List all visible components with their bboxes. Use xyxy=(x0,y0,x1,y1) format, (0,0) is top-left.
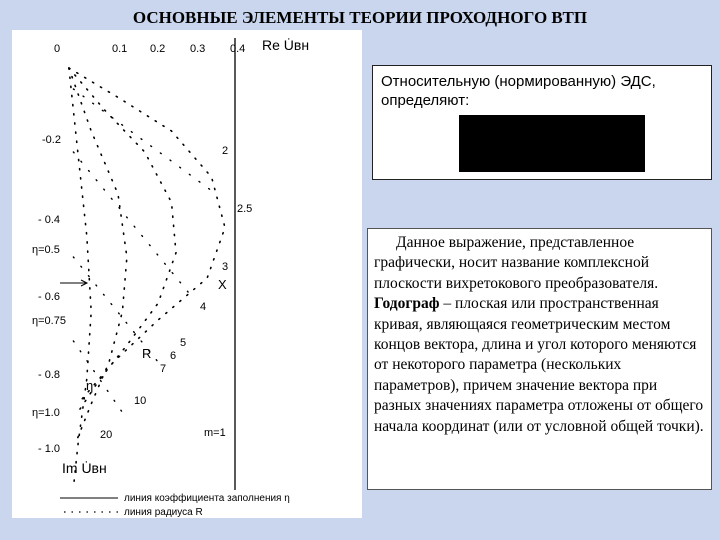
description-part1: Данное выражение, представленное графически, носит название комплексной плоскости вихретокового преобразователя. xyxy=(374,234,659,292)
formula-box xyxy=(372,65,712,180)
y-tick-label: - 0.6 xyxy=(38,291,61,303)
formula-image xyxy=(459,115,645,172)
curve-annotation: 3 xyxy=(222,261,229,273)
curve-annotation: η xyxy=(86,378,94,393)
curve-annotation: 5 xyxy=(180,337,187,349)
x-axis-title: Re U̇вн xyxy=(262,37,310,53)
description-box xyxy=(367,228,712,490)
eta-label: η=1.0 xyxy=(32,407,60,419)
radius-line-3 xyxy=(73,341,122,412)
hodograph-labels xyxy=(32,37,309,518)
hodograph-chart xyxy=(12,30,362,518)
legend-solid-label: линия коэффициента заполнения η xyxy=(124,493,290,504)
description-term: Годограф xyxy=(374,295,440,313)
curve-annotation: m=1 xyxy=(204,427,226,439)
curve-annotation: 6 xyxy=(170,350,177,362)
y-tick-label: - 0.4 xyxy=(38,214,61,226)
hodograph-svg xyxy=(12,30,362,518)
x-tick-label: 0.4 xyxy=(230,43,246,55)
x-tick-label: 0.2 xyxy=(150,43,166,55)
y-tick-label: - 1.0 xyxy=(38,443,61,455)
y-tick-label: -0.2 xyxy=(42,134,61,146)
x-tick-label: 0.3 xyxy=(190,43,206,55)
description-part2: – плоская или пространственная кривая, являющаяся геометрическим местом концов вектора, длина и угол которого меняются от некоторого параметра (нескольких параметров), причем значение вектора при разных значениях параметра отложены от общего начала координат (или от условной общей точки). xyxy=(374,295,704,435)
radius-line-1 xyxy=(73,152,193,299)
curve-annotation: 10 xyxy=(134,395,147,407)
legend-dotted-label: линия радиуса R xyxy=(124,507,203,518)
x-tick-label: 0.1 xyxy=(112,43,128,55)
y-axis-title: Im U̇вн xyxy=(62,460,107,476)
eta-label: η=0.5 xyxy=(32,244,60,256)
description-text xyxy=(374,233,705,437)
curve-annotation: 4 xyxy=(200,301,207,313)
slide-title: ОСНОВНЫЕ ЭЛЕМЕНТЫ ТЕОРИИ ПРОХОДНОГО ВТП xyxy=(132,8,588,27)
radius-line-0 xyxy=(73,89,216,194)
curve-annotation: 2.5 xyxy=(237,203,253,215)
y-tick-label: - 0.8 xyxy=(38,369,61,381)
curve-annotation: 20 xyxy=(100,429,113,441)
formula-caption: Относительную (нормированную) ЭДС, определяют: xyxy=(381,73,656,109)
curve-annotation: 2 xyxy=(222,145,229,157)
x-tick-label: 0 xyxy=(54,43,61,55)
curve-annotation: R xyxy=(142,346,152,361)
curve-annotation: 7 xyxy=(160,363,167,375)
curve-annotation: X xyxy=(218,277,227,292)
eta-label: η=0.75 xyxy=(32,315,66,327)
eta-curve-1 xyxy=(69,68,176,412)
hodograph-curves xyxy=(69,68,225,488)
